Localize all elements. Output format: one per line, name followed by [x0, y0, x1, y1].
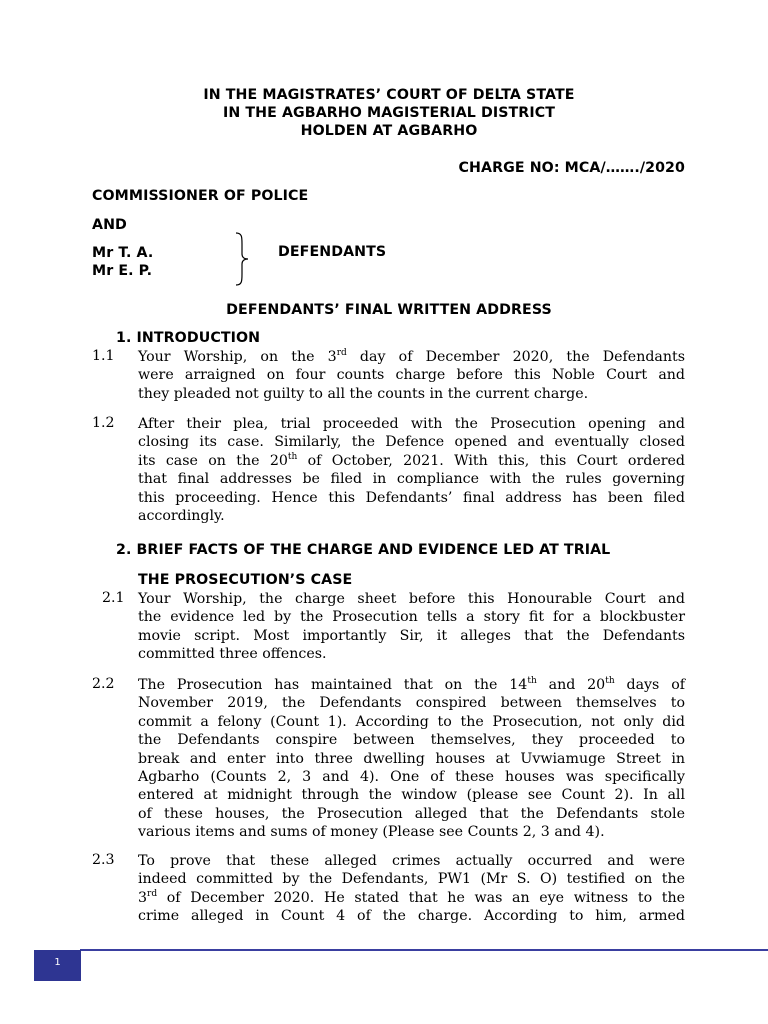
curly-brace-icon: [232, 232, 254, 286]
footer-divider: [80, 949, 768, 951]
page-number: 1: [54, 957, 61, 968]
paragraph-1-1: Your Worship, on the 3rd day of December 2020, the Defendants were arraigned on four counts charge before this Noble Court and they pleaded not guilty to all the counts in the current charge.: [138, 348, 685, 402]
defendants-label: DEFENDANTS: [278, 244, 387, 260]
section-1-heading: 1. INTRODUCTION: [116, 330, 261, 346]
court-title-line-1: IN THE MAGISTRATES’ COURT OF DELTA STATE: [203, 87, 575, 103]
court-title-line-2: IN THE AGBARHO MAGISTERIAL DISTRICT: [222, 105, 555, 121]
page-number-badge: [34, 950, 81, 981]
paragraph-number: 1.2: [92, 415, 115, 431]
document-title: DEFENDANTS’ FINAL WRITTEN ADDRESS: [226, 302, 552, 318]
paragraph-number: 2.2: [92, 676, 115, 692]
court-title-line-3: HOLDEN AT AGBARHO: [300, 123, 478, 139]
paragraph-1-2: After their plea, trial proceeded with the Prosecution opening and closing its case. Similarly, the Defence opened and eventually closed its case on the 20th of October, 2021. With this, this Court ordered that final addresses be filed in compliance with the rules governing this proceeding. Hence this Defendants’ final address has been filed accordingly.: [138, 416, 685, 524]
paragraph-2-3: To prove that these alleged crimes actually occurred and were indeed committed by the Defendants, PW1 (Mr S. O) testified on the 3rd of December 2020. He stated that he was an eye witness to the crime alleged in Count 4 of the charge. According to him, armed: [138, 853, 685, 925]
defendant-2: Mr E. P.: [92, 263, 153, 279]
defendant-1: Mr T. A.: [92, 245, 154, 261]
section-2-heading: 2. BRIEF FACTS OF THE CHARGE AND EVIDENCE LED AT TRIAL: [116, 542, 611, 558]
paragraph-2-1: Your Worship, the charge sheet before this Honourable Court and the evidence led by the Prosecution tells a story fit for a blockbuster movie script. Most importantly Sir, it alleges that the Defendants committed three offences.: [138, 591, 685, 663]
paragraph-number: 2.3: [92, 852, 115, 868]
paragraph-number: 1.1: [92, 348, 115, 364]
paragraph-number: 2.1: [102, 590, 125, 606]
complainant: COMMISSIONER OF POLICE: [92, 188, 309, 204]
charge-number: CHARGE NO: MCA/……./2020: [458, 160, 685, 176]
prosecution-case-subheading: THE PROSECUTION’S CASE: [138, 572, 353, 588]
paragraph-2-2: The Prosecution has maintained that on the 14th and 20th days of November 2019, the Defendants conspired between themselves to commit a felony (Count 1). According to the Prosecution, not only did the Defendants conspire between themselves, they proceeded to break and enter into three dwelling houses at Uvwiamuge Street in Agbarho (Counts 2, 3 and 4). One of these houses was specifically entered at midnight through the window (please see Count 2). In all of these houses, the Prosecution alleged that the Defendants stole various items and sums of money (Please see Counts 2, 3 and 4).: [138, 676, 685, 841]
and-label: AND: [92, 217, 127, 233]
